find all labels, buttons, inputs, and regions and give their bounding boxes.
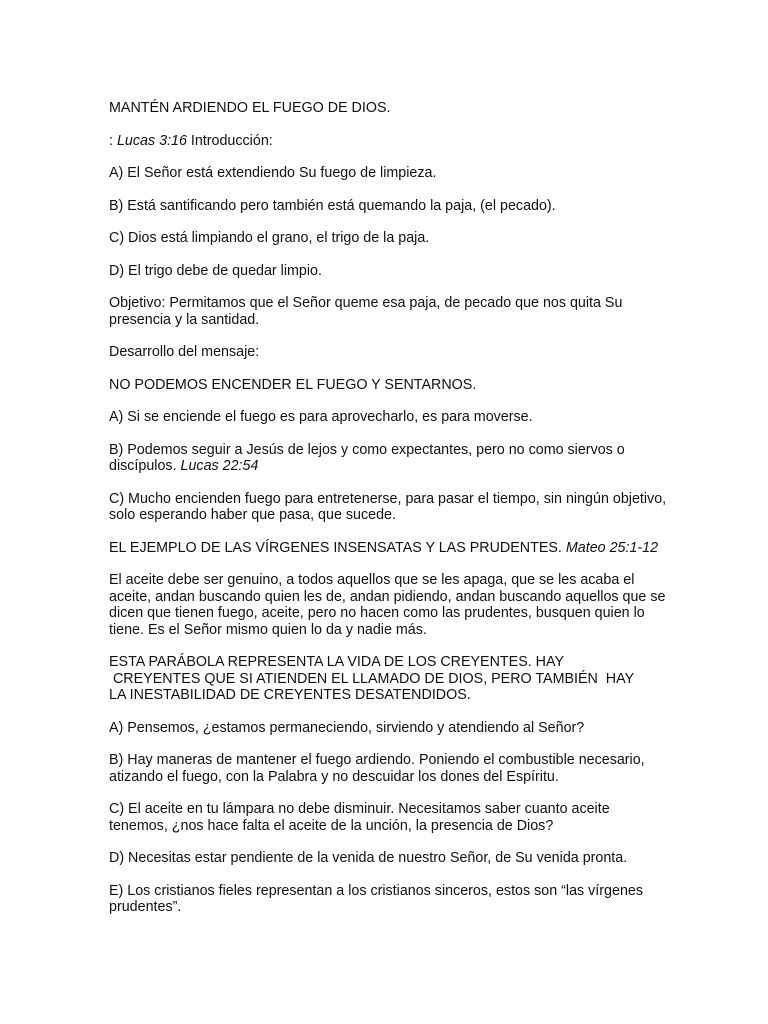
- section3-heading-line2: CREYENTES QUE SI ATIENDEN EL LLAMADO DE DIOS, PERO TAMBIÉN HAY: [109, 670, 635, 687]
- objective-paragraph: Objetivo: Permitamos que el Señor queme esa paja, de pecado que nos quita Su presencia y la santidad.: [109, 295, 623, 328]
- section3-point-b: B) Hay maneras de mantener el fuego ardiendo. Poniendo el combustible necesario, atizando el fuego, con la Palabra y no descuidar los dones del Espíritu.: [109, 752, 645, 785]
- section3-heading-line3: LA INESTABILIDAD DE CREYENTES DESATENDIDOS.: [109, 687, 471, 703]
- section3-point-a: A) Pensemos, ¿estamos permaneciendo, sirviendo y atendiendo al Señor?: [109, 719, 585, 736]
- intro-line: [109, 133, 669, 150]
- section1-point-b-text: B) Podemos seguir a Jesús de lejos y como expectantes, pero no como siervos o discípulos.: [109, 441, 625, 474]
- intro-reference: Lucas 3:16: [116, 132, 187, 149]
- section3-point-c: C) El aceite en tu lámpara no debe disminuir. Necesitamos saber cuanto aceite tenemos, ¿nos hace falta el aceite de la unción, la presencia de Dios?: [109, 801, 610, 834]
- intro-point-c: C) Dios está limpiando el grano, el trigo de la paja.: [109, 230, 430, 246]
- section2-paragraph: El aceite debe ser genuino, a todos aquellos que se les apaga, que se les acaba el aceite, andan buscando quien les de, andan pidiendo, andan buscando aquellos que se dicen que tienen fuego, aceite, pero no hacen como las prudentes, busquen quien lo tiene. Es el Señor mismo quien lo da y nadie más.: [109, 572, 666, 638]
- section1-point-b: [109, 442, 669, 475]
- section3-heading-line1: ESTA PARÁBOLA REPRESENTA LA VIDA DE LOS CREYENTES. HAY: [109, 654, 565, 670]
- intro-point-b: B) Está santificando pero también está quemando la paja, (el pecado).: [109, 197, 556, 214]
- section3-point-d: D) Necesitas estar pendiente de la venida de nuestro Señor, de Su venida pronta.: [109, 850, 628, 866]
- development-heading: Desarrollo del mensaje:: [109, 344, 260, 360]
- section2-reference: Mateo 25:1-12: [565, 539, 659, 556]
- document-title: MANTÉN ARDIENDO EL FUEGO DE DIOS.: [109, 100, 391, 116]
- section1-heading: NO PODEMOS ENCENDER EL FUEGO Y SENTARNOS.: [109, 376, 477, 393]
- intro-point-d: D) El trigo debe de quedar limpio.: [109, 262, 322, 279]
- section1-point-b-reference: Lucas 22:54: [180, 458, 259, 474]
- document-page: [109, 100, 669, 932]
- intro-prefix: :: [109, 132, 117, 149]
- section2-heading-text: EL EJEMPLO DE LAS VÍRGENES INSENSATAS Y LAS PRUDENTES.: [109, 539, 566, 556]
- section1-point-c: C) Mucho encienden fuego para entretenerse, para pasar el tiempo, sin ningún objetivo, solo esperando haber que pasa, que sucede.: [109, 490, 667, 523]
- section2-heading: [109, 540, 669, 557]
- intro-point-a: A) El Señor está extendiendo Su fuego de limpieza.: [109, 165, 437, 181]
- intro-suffix: Introducción:: [186, 132, 273, 149]
- section1-point-a: A) Si se enciende el fuego es para aprovecharlo, es para moverse.: [109, 409, 533, 425]
- section3-point-e: E) Los cristianos fieles representan a los cristianos sinceros, estos son “las vírgenes prudentes”.: [109, 882, 643, 915]
- section3-heading: [109, 654, 669, 704]
